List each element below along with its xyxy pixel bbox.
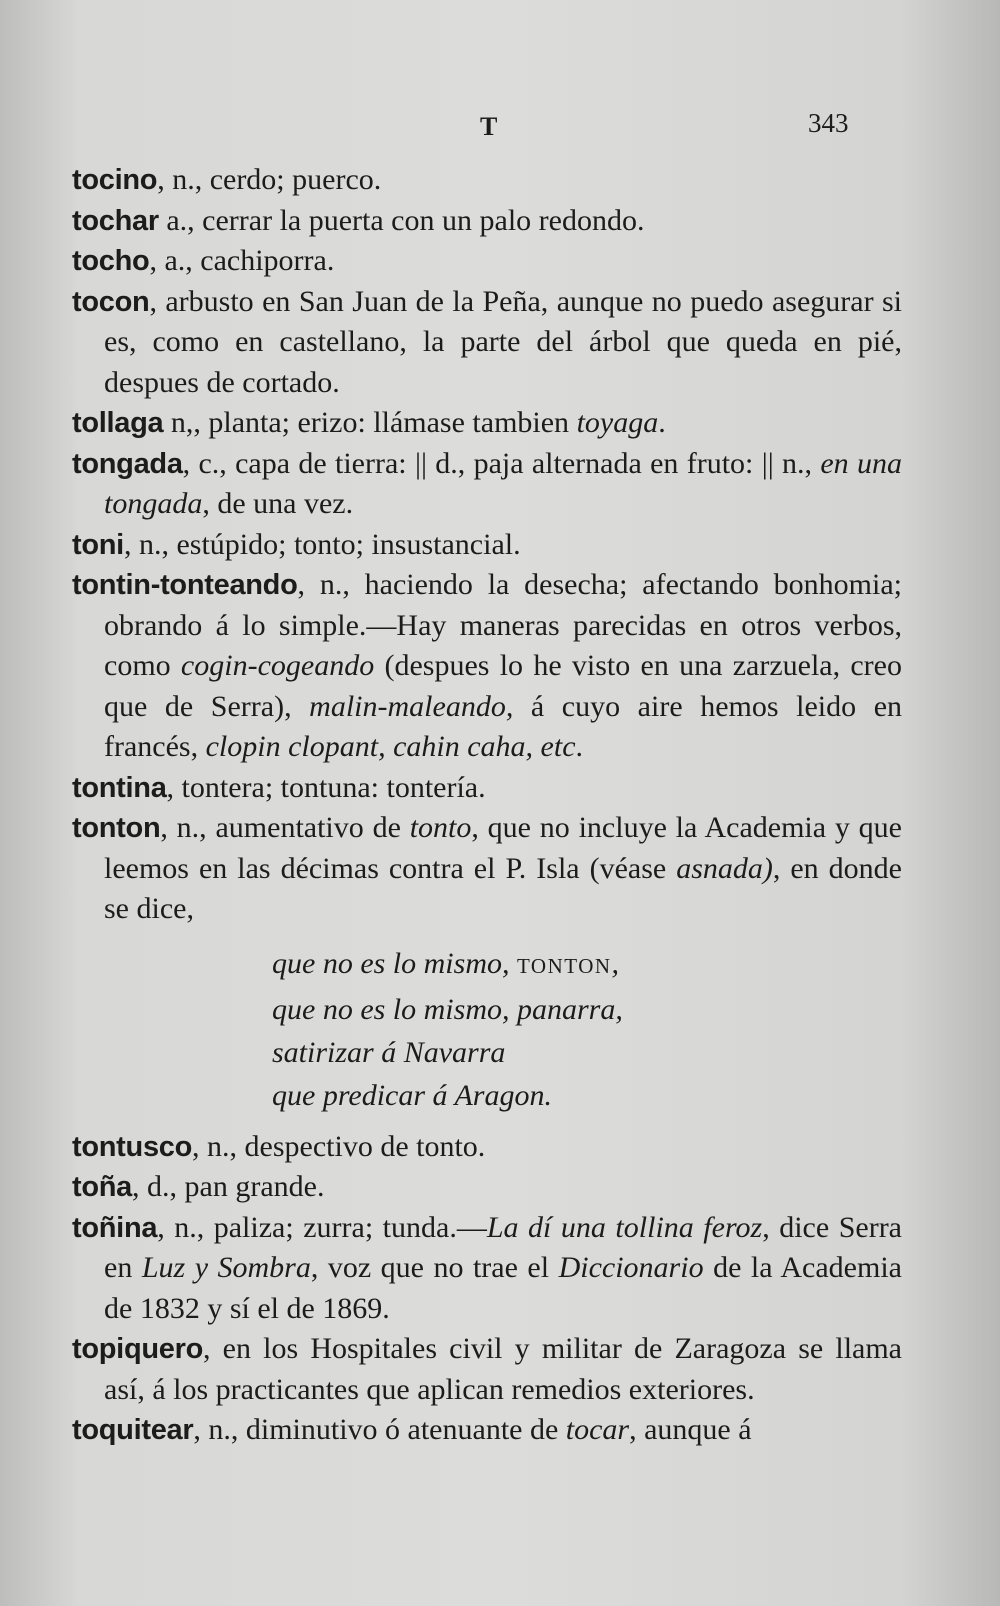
definition: , tontera; tontuna: tontería. (166, 770, 486, 804)
entry-tontin-tonteando (72, 565, 902, 768)
entry-tonton (72, 808, 902, 930)
definition: , n., diminutivo ó atenuante de (193, 1413, 566, 1446)
definition: , dice Serra en (104, 1210, 902, 1284)
entry-toni (72, 525, 902, 566)
definition: . (658, 406, 666, 439)
verse-line: satirizar á Navarra (272, 1035, 506, 1069)
definition: , de una vez. (202, 487, 354, 520)
dictionary-entries (72, 160, 902, 1451)
entry-tontina (72, 768, 902, 809)
entry-tocon (72, 282, 902, 404)
page-number: 343 (808, 108, 849, 138)
headword: topiquero (72, 1333, 204, 1365)
italic-term: en una tongada (104, 446, 902, 520)
definition: , n., aumentativo de (160, 811, 410, 844)
running-head (0, 108, 1000, 152)
headword: tongada (72, 447, 183, 480)
italic-term: clopin clopant, cahin caha, etc (205, 730, 576, 763)
definition: , aunque á (629, 1413, 752, 1446)
definition: , d., pan grande. (132, 1170, 325, 1203)
headword: tonton (72, 812, 161, 844)
headword: toña (72, 1171, 133, 1203)
italic-term: toyaga (576, 406, 659, 439)
definition: , en donde se dice, (104, 851, 902, 925)
verse-text: que no es lo mismo (272, 946, 502, 980)
definition: , a., cachiporra. (149, 244, 335, 277)
headword: tochar (72, 204, 159, 237)
headword: tocho (72, 245, 150, 277)
entry-toquitear (72, 1410, 902, 1451)
headword: toñina (72, 1211, 158, 1244)
headword: tocon (72, 285, 150, 318)
headword: toquitear (72, 1414, 194, 1446)
entry-tongada (72, 444, 902, 525)
italic-term: Diccionario (558, 1251, 704, 1284)
definition: n,, planta; erizo: llámase tambien (163, 406, 577, 439)
definition: (despues lo he visto en una zarzuela, creo que de Serra), (104, 649, 902, 723)
definition: , n., cerdo; puerco. (157, 163, 382, 196)
definition: , que no incluye la Academia y que leemos en las décimas contra el P. Isla (véase (104, 811, 902, 885)
definition: , voz que no trae el (310, 1251, 559, 1284)
headword: tollaga (72, 407, 164, 439)
entry-topiquero (72, 1329, 902, 1410)
definition: , n., paliza; zurra; tunda.— (157, 1210, 487, 1244)
headword: toni (72, 528, 124, 561)
verse-quotation (72, 942, 902, 1117)
headword: tocino (72, 164, 158, 196)
headword: tontin-tonteando (72, 569, 298, 601)
italic-term: Luz y Sombra (141, 1251, 311, 1284)
definition: , arbusto en San Juan de la Peña, aunque no puedo asegurar si es, como en castellano, la parte del árbol que queda en pié, despues de cortado. (104, 284, 902, 399)
small-caps-word: TONTON (516, 953, 612, 978)
verse-line: que predicar á Aragon. (272, 1078, 552, 1112)
definition: de la Academia de 1832 y sí el de 1869. (104, 1251, 902, 1325)
entry-tonina (72, 1208, 902, 1330)
definition: , n., estúpido; tonto; insustancial. (123, 527, 521, 561)
entry-tocho (72, 241, 902, 282)
headword: tontusco (72, 1130, 193, 1163)
definition: á cuyo aire hemos leido en francés, (104, 689, 903, 763)
italic-term: tocar (565, 1413, 630, 1446)
italic-term: malin-maleando, (309, 689, 514, 723)
italic-term: asnada) (676, 851, 773, 885)
verse-line: que no es lo mismo, panarra, (272, 992, 623, 1026)
italic-term: tonto (409, 811, 472, 844)
entry-tontusco (72, 1127, 902, 1168)
entry-tona (72, 1167, 902, 1208)
definition: a., cerrar la puerta con un palo redondo. (158, 203, 645, 237)
definition: , en los Hospitales civil y militar de Zaragoza se llama así, á los practicantes que aplican remedios exteriores. (104, 1332, 902, 1406)
headword: tontina (72, 771, 167, 804)
definition: . (575, 730, 584, 763)
definition: , c., capa de tierra: || d., paja alternada en fruto: || n., (182, 446, 821, 480)
entry-tocino (72, 160, 902, 201)
section-letter: T (480, 112, 498, 141)
verse-line: que no es lo mismo, TONTON, (272, 946, 620, 980)
entry-tollaga (72, 403, 902, 444)
italic-term: La dí una tollina feroz (486, 1210, 763, 1244)
entry-tochar (72, 201, 902, 242)
italic-term: cogin-cogeando (180, 649, 375, 682)
definition: , n., haciendo la desecha; afectando bonhomia; obrando á lo simple.—Hay maneras parecidas en otros verbos, como (104, 568, 902, 682)
definition: , n., despectivo de tonto. (192, 1129, 486, 1163)
